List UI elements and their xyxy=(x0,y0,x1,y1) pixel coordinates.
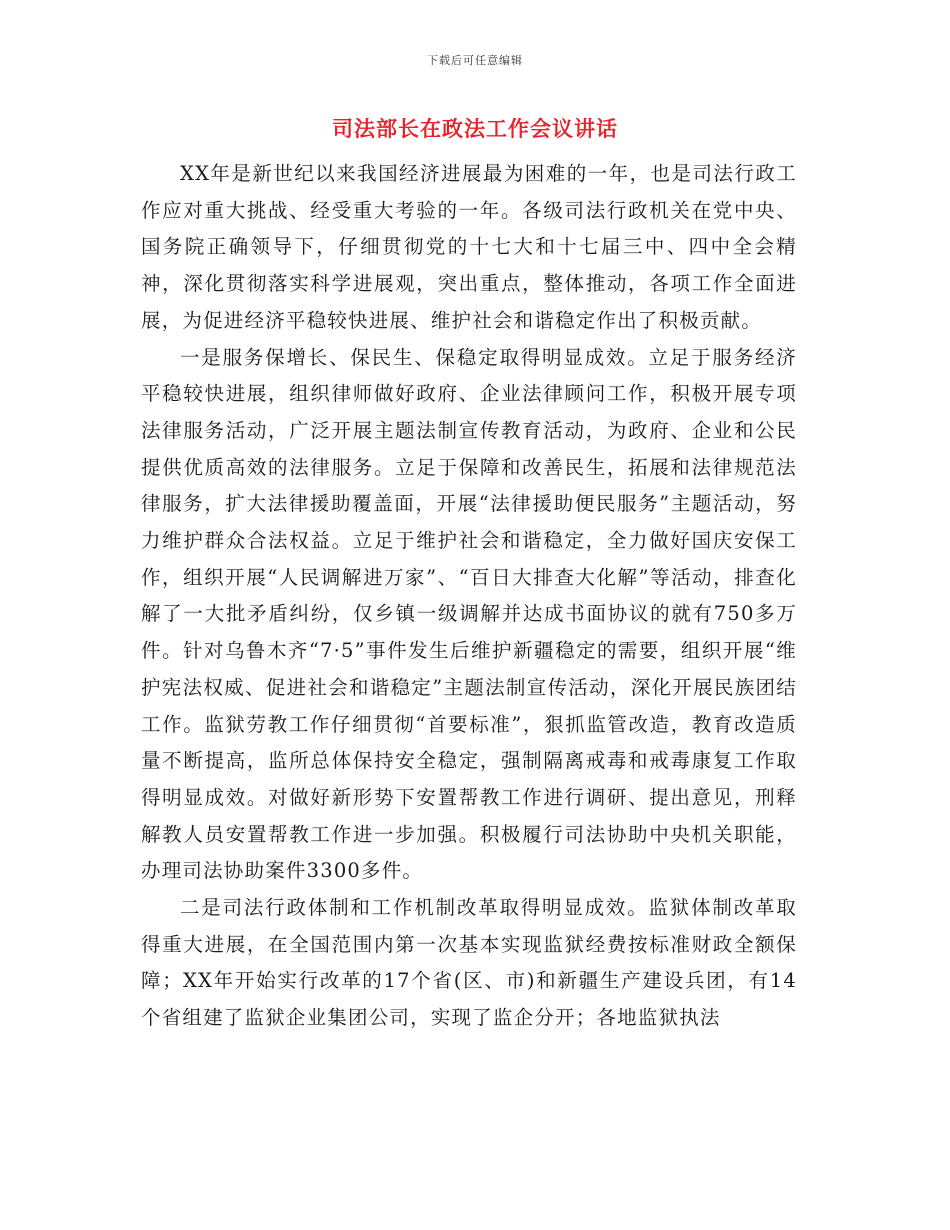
paragraph-point-two: 二是司法行政体制和工作机制改革取得明显成效。监狱体制改革取得重大进展，在全国范围内第一次基本实现监狱经费按标准财政全额保障；XX年开始实行改革的17个省(区、市)和新疆生产建设兵团，有14个省组建了监狱企业集团公司，实现了监企分开；各地监狱执法 xyxy=(141,896,797,1030)
paragraph-point-one: 一是服务保增长、保民生、保稳定取得明显成效。立足于服务经济平稳较快进展，组织律师做好政府、企业法律顾问工作，积极开展专项法律服务活动，广泛开展主题法制宣传教育活动，为政府、企业和公民提供优质高效的法律服务。立足于保障和改善民生，拓展和法律规范法律服务，扩大法律援助覆盖面，开展“法律援助便民服务”主题活动，努力维护群众合法权益。立足于维护社会和谐稳定，全力做好国庆安保工作，组织开展“人民调解进万家”、“百日大排查大化解”等活动，排查化解了一大批矛盾纠纷，仅乡镇一级调解并达成书面协议的就有750多万件。针对乌鲁木齐“7·5”事件发生后维护新疆稳定的需要，组织开展“维护宪法权威、促进社会和谐稳定”主题法制宣传活动，深化开展民族团结工作。监狱劳教工作仔细贯彻“首要标准”，狠抓监管改造，教育改造质量不断提高，监所总体保持安全稳定，强制隔离戒毒和戒毒康复工作取得明显成效。对做好新形势下安置帮教工作进行调研、提出意见，刑释解教人员安置帮教工作进一步加强。积极履行司法协助中央机关职能，办理司法协助案件3300多件。 xyxy=(141,345,797,883)
document-title: 司法部长在政法工作会议讲话 xyxy=(332,116,618,141)
paragraph-intro: XX年是新世纪以来我国经济进展最为困难的一年，也是司法行政工作应对重大挑战、经受重大考验的一年。各级司法行政机关在党中央、国务院正确领导下，仔细贯彻党的十七大和十七届三中、四中全会精神，深化贯彻落实科学进展观，突出重点，整体推动，各项工作全面进展，为促进经济平稳较快进展、维护社会和谐稳定作出了积极贡献。 xyxy=(141,162,797,332)
document-body xyxy=(141,156,797,1037)
page-header-note: 下载后可任意编辑 xyxy=(427,54,523,67)
